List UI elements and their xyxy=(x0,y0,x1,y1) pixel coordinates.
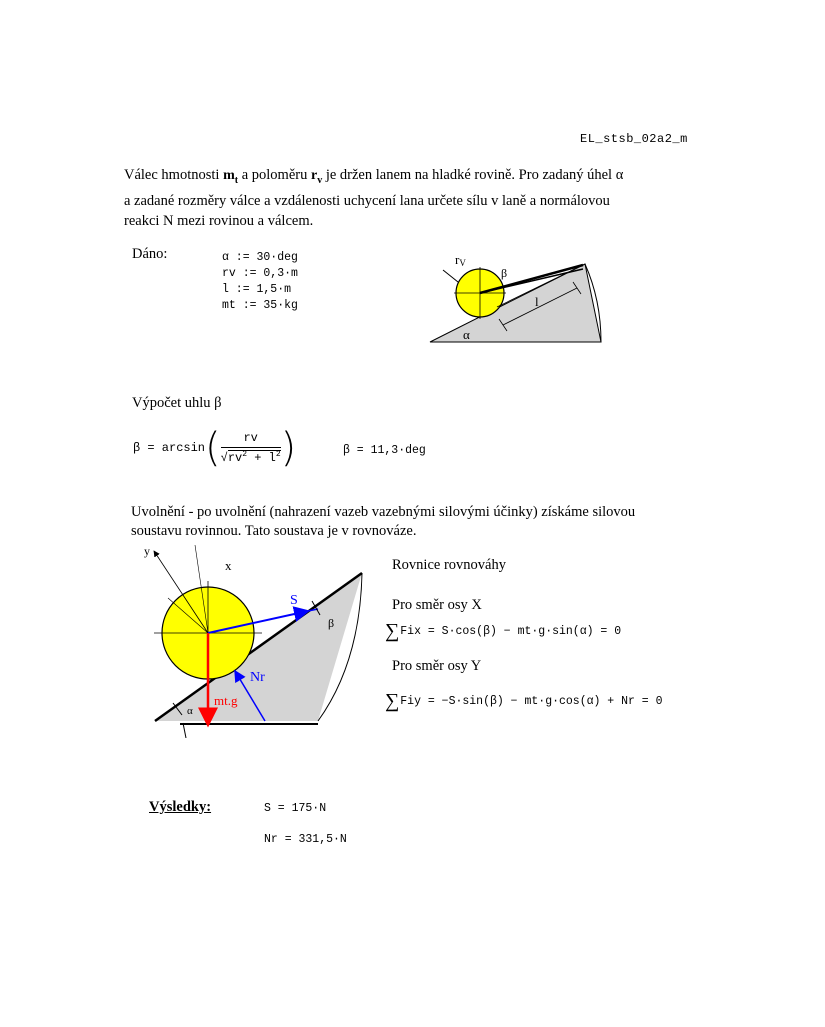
direction-y-label: Pro směr osy Y xyxy=(392,658,482,674)
problem-diagram xyxy=(425,250,610,350)
result-S: S = 175·N xyxy=(264,802,327,815)
result-Nr: Nr = 331,5·N xyxy=(264,833,347,846)
release-description: Uvolnění - po uvolnění (nahrazení vazeb vazebnými silovými účinky) získáme silovou soustavu rovinnou. Tato soustava je v rovnováze. xyxy=(131,504,636,539)
svg-text:x: x xyxy=(225,558,232,573)
beta-formula: β = arcsin ( rv $√rv^2 + l^2$ ) xyxy=(133,425,297,471)
svg-text:mt.g: mt.g xyxy=(214,693,238,708)
given-l: l := 1,5·m xyxy=(222,283,292,296)
mass-symbol: $m_t$ xyxy=(223,168,239,186)
svg-text:Nr: Nr xyxy=(250,670,265,685)
given-label: Dáno: xyxy=(132,246,168,262)
direction-x-label: Pro směr osy X xyxy=(392,597,482,613)
svg-text:β: β xyxy=(501,266,508,280)
svg-text:α: α xyxy=(187,705,193,717)
equilibrium-title: Rovnice rovnováhy xyxy=(392,557,506,573)
document-id: EL_stsb_02a2_m xyxy=(580,132,688,146)
intro-line-3: reakci N mezi rovinou a válcem. xyxy=(124,212,314,229)
beta-calc-label: Výpočet uhlu β xyxy=(132,395,222,411)
svg-text:l: l xyxy=(535,294,539,309)
free-body-diagram xyxy=(140,543,380,738)
beta-result: β = 11,3·deg xyxy=(343,444,426,457)
given-rv: rv := 0,3·m xyxy=(222,267,298,280)
given-alpha: α := 30·deg xyxy=(222,251,298,264)
intro-line-1: Válec hmotnosti $m_t$ a poloměru $r_v$ je držen lanem na hladké rovině. Pro zadaný úhel α xyxy=(124,167,624,186)
given-mt: mt := 35·kg xyxy=(222,299,298,312)
svg-text:rV: rV xyxy=(455,252,466,268)
svg-text:S: S xyxy=(290,593,298,608)
incline-plane xyxy=(430,264,601,342)
results-label: Výsledky: xyxy=(149,799,212,815)
radius-symbol: $r_v$ xyxy=(310,168,323,186)
svg-text:y: y xyxy=(144,544,150,558)
equation-y: ∑Fiy = −S·sin(β) − mt·g·cos(α) + Nr = 0 xyxy=(385,690,663,712)
problem-statement xyxy=(124,165,714,231)
svg-text:α: α xyxy=(463,327,470,342)
svg-text:β: β xyxy=(328,616,335,630)
given-values xyxy=(222,250,298,314)
intro-line-2: a zadané rozměry válce a vzdálenosti uchycení lana určete sílu v laně a normálovou xyxy=(124,192,610,209)
equation-x: ∑Fix = S·cos(β) − mt·g·sin(α) = 0 xyxy=(385,620,622,642)
